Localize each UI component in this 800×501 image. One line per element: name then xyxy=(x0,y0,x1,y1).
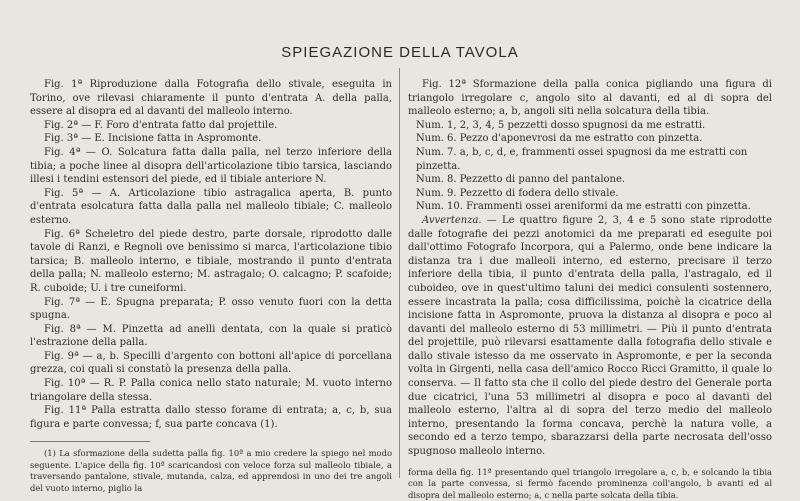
footnote-rule xyxy=(30,441,150,442)
figure-caption: Fig. 11ª Palla estratta dallo stesso forame di entrata; a, c, b, sua figura e parte convessa; f, sua parte concava (1). xyxy=(30,405,392,430)
numbered-item: Num. 7. a, b, c, d, e, frammenti ossei spugnosi da me estratti con pinzetta. xyxy=(416,146,748,172)
figure-caption: Fig. 5ª — A. Articolazione tibio astragalica aperta, B. punto d'entrata esolcatura fatta dalla palla nel malleolo tibiale; C. malleolo esterno. xyxy=(30,187,392,226)
right-column xyxy=(408,78,772,501)
numbered-item: Num. 6. Pezzo d'aponevrosi da me estratto con pinzetta. xyxy=(416,133,703,145)
avvertenza-paragraph xyxy=(408,214,772,459)
page-title: SPIEGAZIONE DELLA TAVOLA xyxy=(281,44,519,61)
figure-caption: Fig. 6ª Scheletro del piede destro, parte dorsale, riprodotto dalle tavole di Ranzi, e Regnoli ove benissimo si marca, l'articolazione tibio tarsica; B. malleolo interno, e tibiale, mostrando il punto d'entrata della palla; N. malleolo esterno; M. astragalo; O. calcagno; P. scafoide; R. cuboide; U. i tre cuneiformi. xyxy=(30,228,392,294)
left-column xyxy=(30,78,392,494)
avvertenza-text: — Le quattro figure 2, 3, 4 e 5 sono state riprodotte dalle fotografie dei pezzi anotomici da me preparati ed eseguite poi dall'ottimo Fotografo Incorpora, qui a Palermo, onde bene indicare la distanza tra i due malleoli interno, ed esterno, precisare il terzo inferiore della tibia, il punto d'entrata della palla, l'astragalo, ed il cuboideo, ove in quest'ultimo taluni dei medici consulenti sostennero, essere incastrata la palla; cosa difficilissima, poichè la cicatrice della incisione fatta in Aspromonte, pruova la distanza al disopra e poco al davanti del malleolo esterno di 53 millimetri. — Più il punto d'entrata del projettile, può rilevarsi esattamente dalla fotografia dello stivale e dallo stivale istesso da me osservato in Aspromonte, e per la seconda volta in Girgenti, nella casa dell'amico Rocco Ricci Gramitto, il quale lo conserva. — Il fatto sta che il collo del piede destro del Generale porta due cicatrici, l'una 53 millimetri al disopra e poco al davanti del malleolo esterno, l'altra al di sopra del terzo medio del malleolo interno, presentando la forma concava, perchè la natura volle, a secondo ed a terzo tempo, sbarazzarsi della parte necrosata dell'osso spugnoso malleolo interno. xyxy=(408,214,772,458)
figure-caption: Fig. 10ª — R. P. Palla conica nello stato naturale; M. vuoto interno triangolare della stessa. xyxy=(30,378,392,403)
figure-caption: Fig. 3ª — E. Incisione fatta in Aspromonte. xyxy=(44,133,262,145)
figure-caption: Fig. 8ª — M. Pinzetta ad anelli dentata, con la quale si praticò l'estrazione della palla. xyxy=(30,323,392,349)
footnote-continuation: forma della fig. 11ª presentando quel triangolo irregolare a, c, b, e solcando la tibia con la parte convessa, si fermò facendo prominenza coll'angolo, b avanti ed al disopra del malleolo esterno; a, c nella parte solcata della tibia. xyxy=(408,466,772,500)
column-divider xyxy=(399,68,400,478)
footnote: (1) La sformazione della sudetta palla fig. 10ª a mio credere la spiego nel modo seguente. L'apice della fig. 10ª scaricandosi con veloce forza sul malleolo tibiale, a traversando pantalone, stivale, mutanda, calza, ed apprendosi in uno dei tre angoli del vuoto interno, piglio la xyxy=(30,448,392,493)
figure-caption: Fig. 2ª — F. Foro d'entrata fatto dal projettile. xyxy=(44,119,278,131)
numbered-item: Num. 9. Pezzetto di fodera dello stivale. xyxy=(416,187,619,199)
numbered-item: Num. 1, 2, 3, 4, 5 pezzetti dosso spugnosi da me estratti. xyxy=(416,119,706,131)
figure-caption: Fig. 9ª — a, b. Specilli d'argento con bottoni all'apice di porcellana grezza, coi quali si constatò la presenza della palla. xyxy=(30,350,392,376)
avvertenza-label: Avvertenza. xyxy=(422,214,482,226)
figure-caption: Fig. 7ª — E. Spugna preparata; P. osso venuto fuori con la detta spugna. xyxy=(30,296,392,322)
numbered-item: Num. 10. Frammenti ossei areniformi da me estratti con pinzetta. xyxy=(416,201,751,213)
figure-caption: Fig. 1ª Riproduzione dalla Fotografia dello stivale, eseguita in Torino, ove rilevasi chiaramente il punto d'entrata A. della palla, essere al disopra ed al davanti del malleolo interno. xyxy=(30,79,392,118)
figure-caption: Fig. 12ª Sformazione della palla conica pigliando una figura di triangolo irregolare c, angolo sito al davanti, ed al di sopra del malleolo esterno; a, b, angoli siti nella solcatura della tibia. xyxy=(408,79,772,118)
numbered-item: Num. 8. Pezzetto di panno del pantalone. xyxy=(416,174,626,186)
figure-caption: Fig. 4ª — O. Solcatura fatta dalla palla, nel terzo inferiore della tibia; a poche linee al disopra dell'articolazione tibio tarsica, lasciando illesi i tendini estensori del piede, ed il tibiale anteriore N. xyxy=(30,146,392,186)
